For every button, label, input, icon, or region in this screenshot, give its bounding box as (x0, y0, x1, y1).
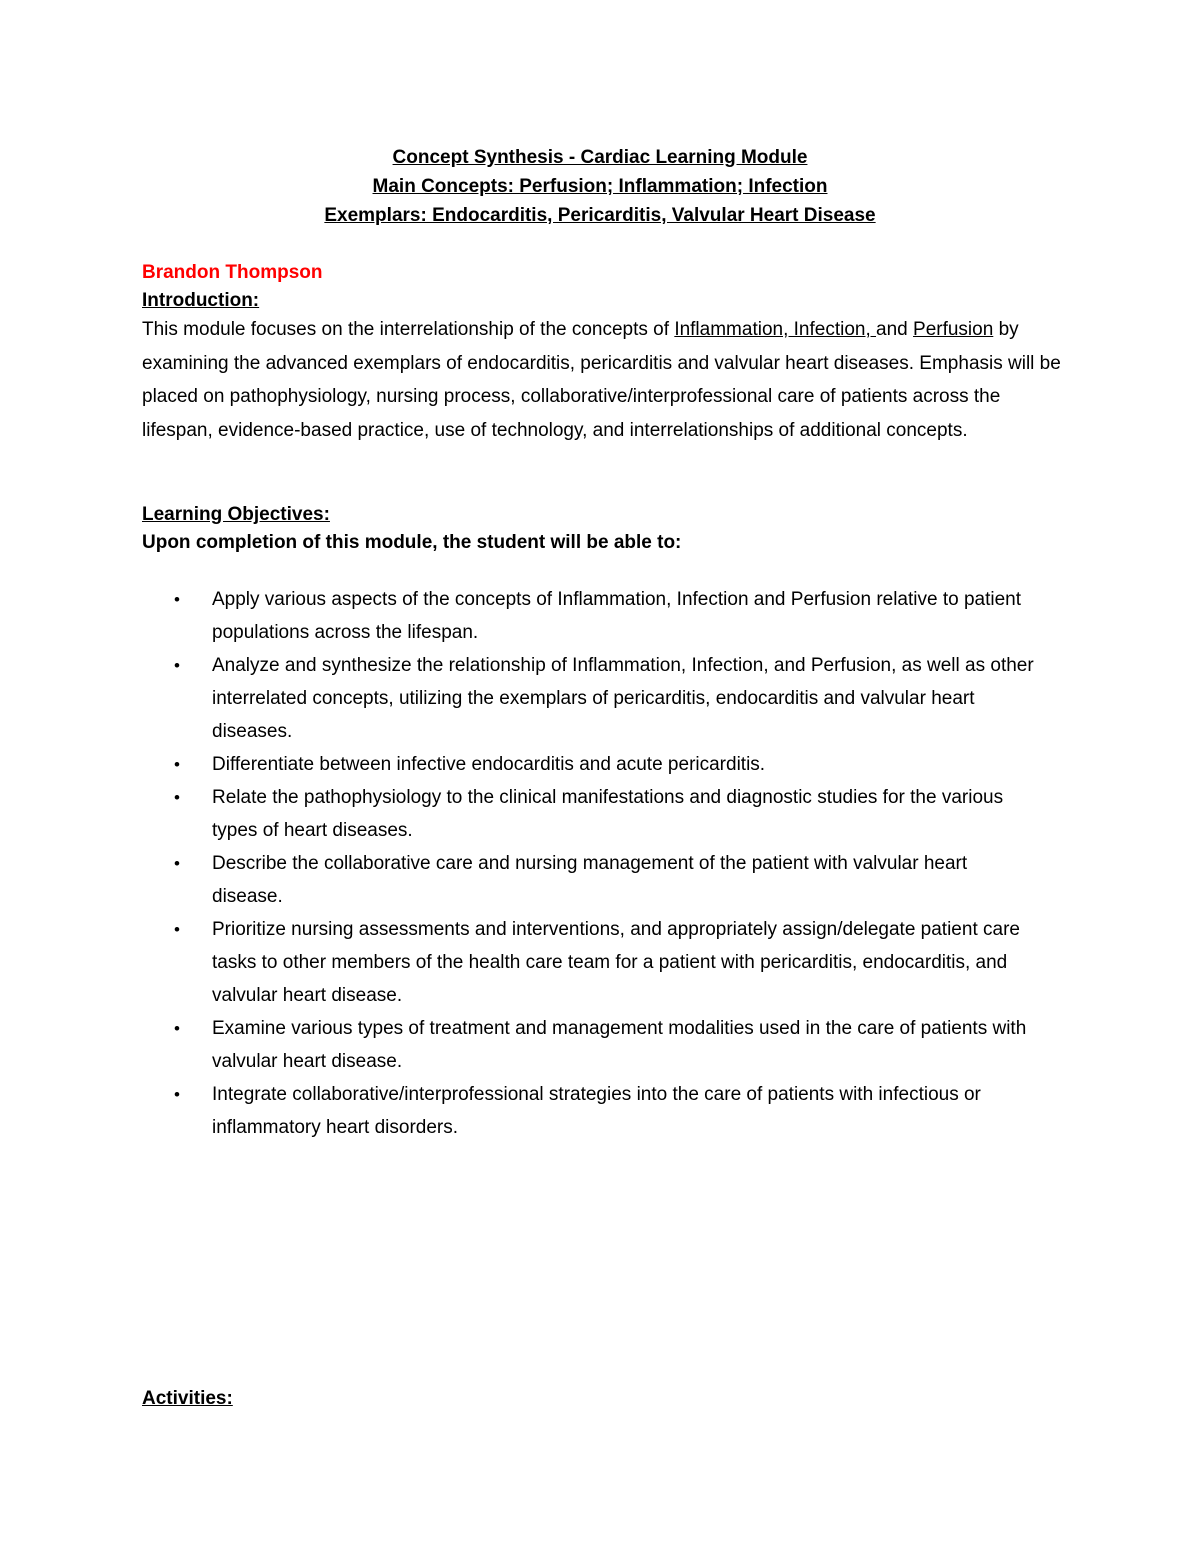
list-item (0, 583, 1042, 649)
objective-text: Analyze and synthesize the relationship of Inflammation, Infection, and Perfusion, as well as other interrelated concepts, utilizing the exemplars of pericarditis, endocarditis and valvular heart diseases. (212, 655, 1034, 742)
objective-text: Examine various types of treatment and management modalities used in the care of patients with valvular heart disease. (212, 1018, 1027, 1072)
bullet-icon: • (174, 1019, 180, 1038)
intro-text-1: This module focuses on the interrelationship of the concepts of (142, 319, 675, 340)
bullet-icon: • (174, 920, 180, 939)
main-concepts-line: Main Concepts: Perfusion; Inflammation; Infection (372, 176, 828, 197)
list-item (0, 913, 1042, 1012)
objective-text: Apply various aspects of the concepts of Inflammation, Infection and Perfusion relative to patient populations across the lifespan. (212, 589, 1022, 643)
objective-text: Integrate collaborative/interprofessional strategies into the care of patients with infectious or inflammatory heart disorders. (212, 1084, 981, 1138)
bullet-icon: • (174, 788, 180, 807)
list-item (0, 1012, 1042, 1078)
list-item (0, 781, 1042, 847)
introduction-paragraph (142, 313, 1072, 447)
objective-text: Relate the pathophysiology to the clinical manifestations and diagnostic studies for the various types of heart diseases. (212, 787, 1004, 841)
objective-text: Differentiate between infective endocarditis and acute pericarditis. (212, 754, 766, 775)
objective-text: Describe the collaborative care and nursing management of the patient with valvular heart disease. (212, 853, 968, 907)
bullet-icon: • (174, 755, 180, 774)
document-header (0, 143, 1200, 230)
bullet-icon: • (174, 590, 180, 609)
intro-perfusion-underlined: Perfusion (913, 319, 994, 340)
intro-text-2: and (876, 319, 914, 340)
activities-heading: Activities: (142, 1388, 233, 1409)
objectives-list (0, 583, 1042, 1144)
intro-concepts-underlined: Inflammation, Infection, (674, 319, 877, 340)
bullet-icon: • (174, 1085, 180, 1104)
learning-objectives-heading: Learning Objectives: (142, 504, 330, 525)
title-line: Concept Synthesis - Cardiac Learning Module (392, 147, 808, 168)
list-item (0, 847, 1042, 913)
list-item (0, 748, 1042, 781)
bullet-icon: • (174, 656, 180, 675)
objective-text: Prioritize nursing assessments and interventions, and appropriately assign/delegate patient care tasks to other members of the health care team for a patient with pericarditis, endocarditis, and valvular heart disease. (212, 919, 1020, 1006)
bullet-icon: • (174, 854, 180, 873)
introduction-heading: Introduction: (142, 290, 260, 311)
list-item (0, 649, 1042, 748)
list-item (0, 1078, 1042, 1144)
exemplars-line: Exemplars: Endocarditis, Pericarditis, Valvular Heart Disease (324, 205, 876, 226)
learning-objectives-subheading: Upon completion of this module, the student will be able to: (142, 532, 682, 553)
author-name: Brandon Thompson (142, 262, 323, 283)
intro-text-3: by examining the advanced exemplars of endocarditis, pericarditis and valvular heart diseases. Emphasis will be placed on pathophysiology, nursing process, collaborative/interprofessional care of patients across the lifespan, evidence-based practice, use of technology, and interrelationships of additional concepts. (142, 319, 1061, 441)
